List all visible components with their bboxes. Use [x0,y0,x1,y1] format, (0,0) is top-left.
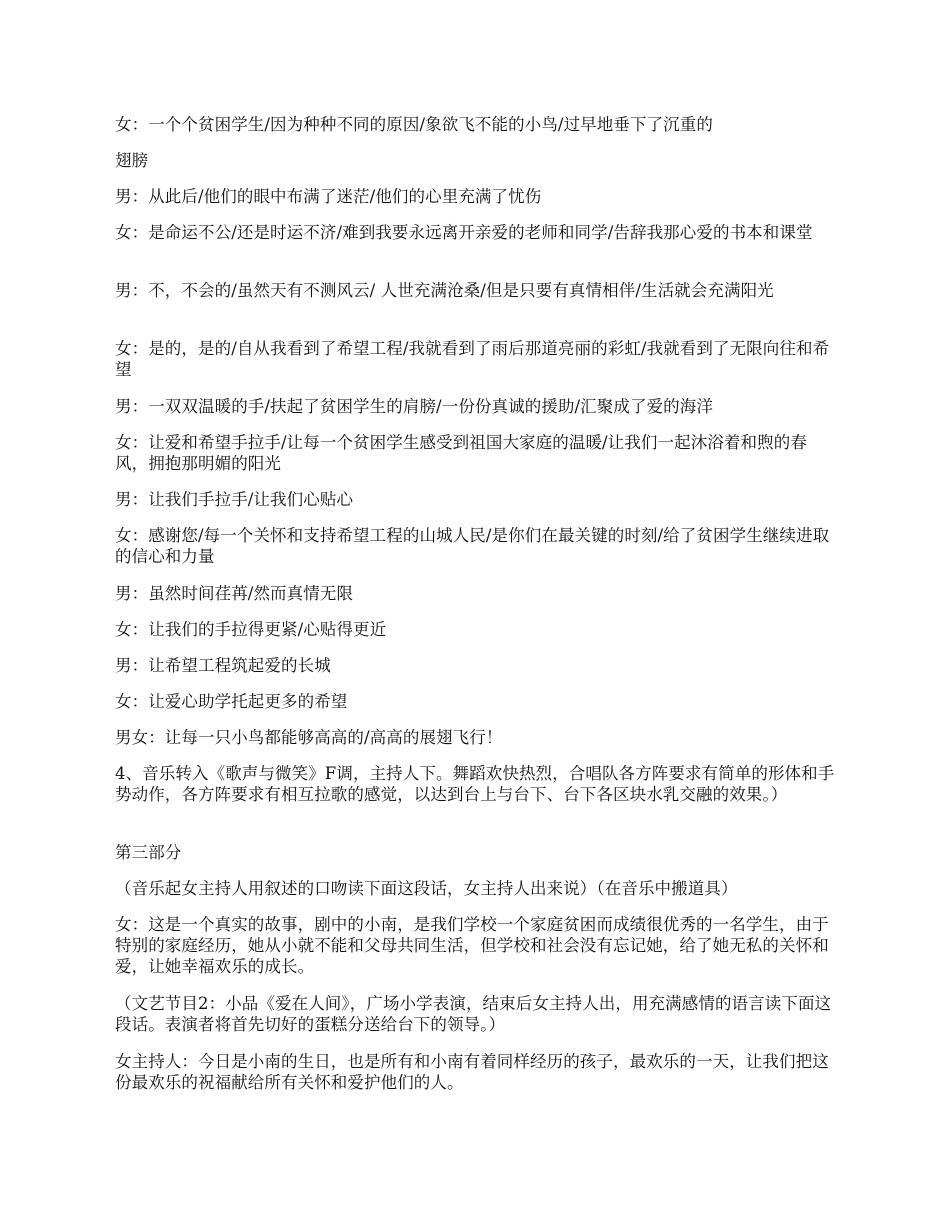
paragraph-7: 男：一双双温暖的手/扶起了贫困学生的肩膀/一份份真诚的援助/汇聚成了爱的海洋 [115,397,713,416]
paragraph-3: 男：从此后/他们的眼中布满了迷茫/他们的心里充满了忧伤 [115,187,542,206]
paragraph-21: 女主持人：今日是小南的生日，也是所有和小南有着同样经历的孩子，最欢乐的一天，让我们把这份最欢乐的祝福献给所有关怀和爱护他们的人。 [115,1052,829,1092]
paragraph-16: 4、音乐转入《歌声与微笑》F调，主持人下。舞蹈欢快热烈，合唱队各方阵要求有简单的形体和手势动作，各方阵要求有相互拉歌的感觉，以达到台上与台下、台下各区块水乳交融的效果。） [115,764,835,804]
paragraph-11: 男：虽然时间荏苒/然而真情无限 [115,584,354,603]
paragraph-18: （音乐起女主持人用叙述的口吻读下面这段话，女主持人出来说）（在音乐中搬道具） [115,879,738,898]
paragraph-19: 女：这是一个真实的故事，剧中的小南，是我们学校一个家庭贫困而成绩很优秀的一名学生，由于特别的家庭经历，她从小就不能和父母共同生活，但学校和社会没有忘记她，给了她无私的关怀和爱，让她幸福欢乐的成长。 [115,915,829,976]
paragraph-12: 女：让我们的手拉得更紧/心贴得更近 [115,620,387,639]
paragraph-20: （文艺节目2：小品《爱在人间》，广场小学表演，结束后女主持人出，用充满感情的语言读下面这段话。表演者将首先切好的蛋糕分送给台下的领导。） [115,994,832,1034]
paragraph-10: 女：感谢您/每一个关怀和支持希望工程的山城人民/是你们在最关键的时刻/给了贫困学生继续进取的信心和力量 [115,526,830,566]
paragraph-5: 男：不，不会的/虽然天有不测风云/ 人世充满沧桑/但是只要有真情相伴/生活就会充满阳光 [115,281,774,300]
paragraph-6: 女：是的，是的/自从我看到了希望工程/我就看到了雨后那道亮丽的彩虹/我就看到了无限向往和希望 [115,339,830,379]
paragraph-4: 女：是命运不公/还是时运不济/难到我要永远离开亲爱的老师和同学/告辞我那心爱的书本和课堂 [115,223,813,242]
paragraph-15: 男女：让每一只小鸟都能够高高的/高高的展翅飞行！ [115,728,503,747]
section-heading: 第三部分 [115,843,182,862]
paragraph-8: 女：让爱和希望手拉手/让每一个贫困学生感受到祖国大家庭的温暖/让我们一起沐浴着和煦的春风，拥抱那明媚的阳光 [115,433,807,473]
paragraph-1: 女：一个个贫困学生/因为种种不同的原因/象欲飞不能的小鸟/过早地垂下了沉重的 [115,115,713,134]
paragraph-9: 男：让我们手拉手/让我们心贴心 [115,490,354,509]
paragraph-2: 翅膀 [115,151,149,170]
paragraph-14: 女：让爱心助学托起更多的希望 [115,692,348,711]
paragraph-13: 男：让希望工程筑起爱的长城 [115,656,331,675]
